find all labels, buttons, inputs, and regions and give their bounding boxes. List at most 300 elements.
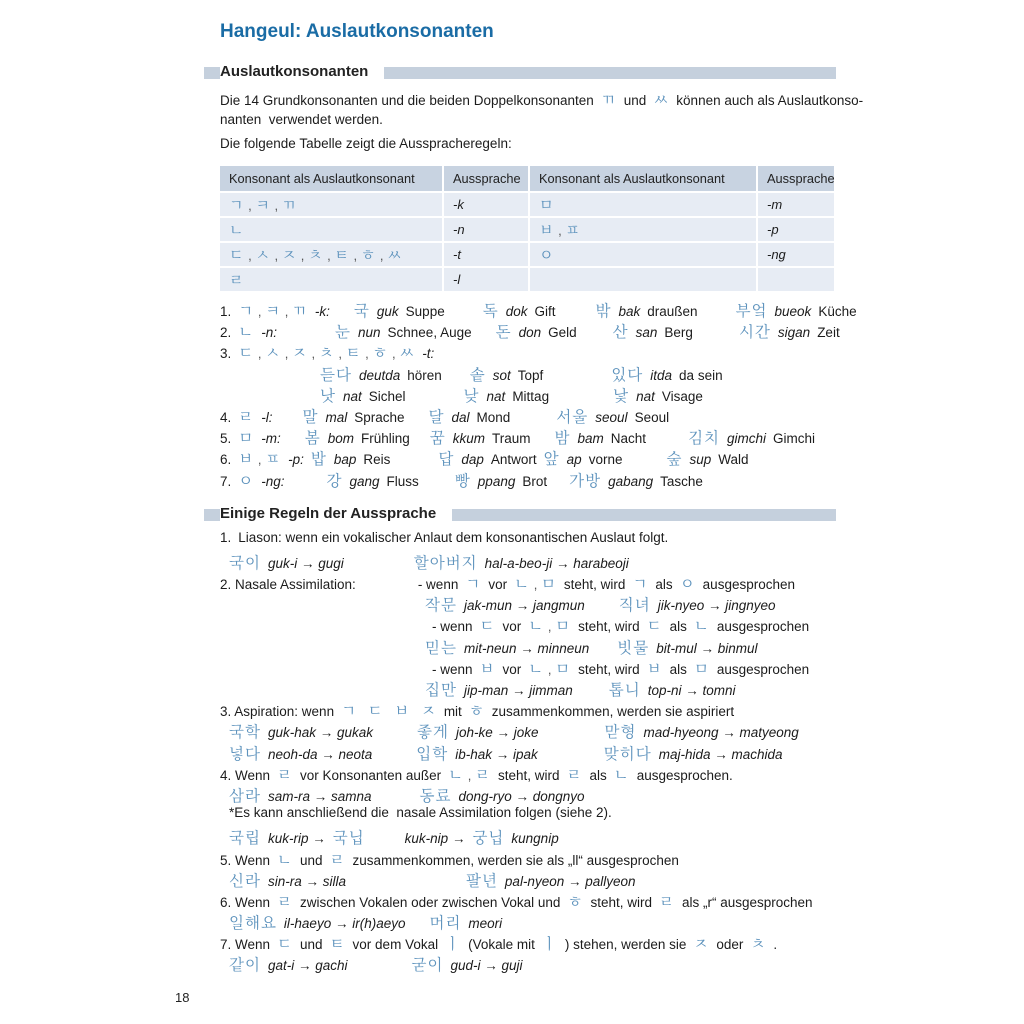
spacer — [220, 630, 425, 631]
korean-text: 국학 — [229, 724, 261, 742]
korean-text: 가방 — [569, 472, 602, 490]
romanization: maj-hida → machida — [658, 746, 783, 762]
korean-text: ㄹ — [277, 893, 294, 911]
spacer — [220, 969, 222, 970]
text: *Es kann anschließend die nasale Assimilation folgen (siehe 2). — [229, 805, 612, 821]
korean-text: 입학 — [416, 745, 449, 763]
korean-text: 삼라 — [229, 787, 261, 805]
text: Traum — [492, 431, 531, 447]
text: 1. — [220, 304, 232, 319]
romanization: gabang — [608, 473, 654, 489]
text: als — [589, 767, 607, 783]
text: und — [300, 937, 323, 953]
consonant-cell — [220, 193, 442, 216]
korean-text: ㅇ — [539, 247, 555, 264]
romanization: nat — [636, 388, 655, 404]
romanization: san — [635, 325, 658, 341]
korean-text: 달 — [428, 408, 445, 426]
text-line — [220, 469, 836, 490]
korean-text: 동료 — [419, 787, 452, 805]
text: 6. Wenn — [220, 894, 271, 910]
examples-list — [220, 299, 857, 490]
korean-text: ㅂ — [646, 660, 663, 678]
spacer — [397, 463, 431, 464]
text: - wenn — [417, 577, 459, 593]
text-line — [220, 742, 836, 763]
text: vor — [502, 661, 522, 677]
korean-text: 돈 — [495, 324, 512, 342]
korean-text: 김치 — [688, 430, 721, 448]
korean-text: 같이 — [229, 957, 261, 975]
korean-text: 있다 — [611, 366, 644, 384]
spacer — [546, 736, 598, 737]
text-line — [220, 953, 836, 974]
text: steht, wird — [578, 661, 640, 677]
korean-text: ㄲ — [600, 92, 617, 109]
spacer — [700, 336, 732, 337]
text: ausgesprochen — [716, 661, 810, 677]
korean-text: ㅌ — [329, 936, 346, 954]
pronunciation-cell: -p — [758, 218, 834, 241]
text-line — [220, 699, 836, 720]
romanization: il-haeyo → ir(h)aeyo — [283, 916, 406, 932]
korean-text: ㄴ — [238, 324, 255, 342]
text-line — [220, 784, 836, 805]
section-header-auslautkonsonanten — [220, 62, 836, 82]
spacer — [220, 885, 222, 886]
text: Reis — [363, 452, 391, 468]
text-line — [220, 614, 836, 635]
consonant-cell — [220, 243, 442, 266]
spacer — [580, 694, 602, 695]
spacer — [556, 400, 606, 401]
table-header-cell: Aussprache — [444, 166, 528, 191]
spacer — [220, 694, 418, 695]
text: 3. — [220, 346, 232, 362]
text: 7. Wenn — [220, 937, 271, 953]
consonant-cell — [220, 268, 442, 291]
text: Sprache — [354, 409, 405, 425]
text: 4. Wenn — [220, 767, 271, 783]
spacer — [220, 379, 313, 380]
romanization: mit-neun → minneun — [463, 640, 590, 656]
korean-text: ㄴ — [229, 222, 245, 239]
korean-text: ㅣ — [541, 936, 558, 954]
text-line — [220, 932, 836, 953]
korean-text: 굳이 — [411, 957, 444, 975]
text: Tasche — [660, 473, 703, 489]
korean-text: ㅇ — [238, 472, 255, 490]
pronunciation-cell: -ng — [758, 243, 834, 266]
spacer — [220, 652, 418, 653]
spacer — [372, 842, 398, 843]
korean-text: ㅇ — [679, 576, 696, 594]
korean-text: ㅈ — [693, 936, 710, 954]
text: Zeit — [817, 325, 840, 341]
text: oder — [716, 937, 744, 953]
korean-text: ㄱ — [632, 576, 649, 594]
romanization: guk — [376, 304, 399, 319]
korean-text: 머리 — [429, 915, 462, 933]
romanization: mal — [325, 409, 348, 425]
korean-text: ㄹ — [229, 272, 245, 289]
korean-text: ㅎ — [567, 893, 584, 911]
text: nanten verwendet werden. — [220, 112, 383, 127]
text: steht, wird — [497, 767, 560, 783]
romanization: dong-ryo → dongnyo — [458, 788, 585, 804]
spacer — [353, 885, 459, 886]
text-line — [220, 384, 836, 405]
text: steht, wird — [578, 619, 640, 635]
section-heading: Auslautkonsonanten — [220, 62, 384, 82]
romanization: gud-i → guji — [450, 958, 523, 974]
text: . — [773, 937, 778, 953]
text: Suppe — [405, 304, 445, 319]
text: 6. — [220, 452, 232, 468]
text: ausgesprochen — [702, 577, 795, 593]
spacer — [220, 400, 313, 401]
korean-text: 국이 — [229, 554, 261, 572]
text: draußen — [647, 304, 698, 319]
table-header-cell: Konsonant als Auslautkonsonant — [530, 166, 756, 191]
spacer — [413, 400, 457, 401]
text: vorne — [588, 452, 623, 468]
spacer — [379, 758, 409, 759]
spacer — [538, 442, 548, 443]
text: und — [300, 852, 323, 868]
korean-text: 할아버지 — [413, 554, 478, 572]
korean-text: 꿈 — [429, 430, 446, 448]
korean-text: 밤 — [554, 430, 571, 448]
spacer — [380, 736, 410, 737]
romanization: nat — [342, 388, 362, 404]
korean-text: 직녀 — [618, 597, 651, 615]
korean-text: ㄹ — [566, 766, 583, 784]
korean-text: 밖 — [595, 303, 612, 320]
text: vor Konsonanten außer — [300, 767, 442, 783]
korean-text: ㅂ , ㅍ — [539, 222, 581, 239]
text: Brot — [522, 473, 548, 489]
romanization: sot — [492, 367, 511, 383]
korean-text: 봄 — [304, 430, 321, 448]
text-line — [220, 805, 836, 826]
romanization: dok — [505, 304, 528, 319]
korean-text: ㄹ — [238, 408, 255, 426]
text: Küche — [818, 304, 857, 319]
korean-text: 국 — [353, 303, 370, 320]
romanization: -m: — [261, 431, 281, 447]
romanization: top-ni → tomni — [647, 683, 736, 698]
text-line — [220, 890, 836, 911]
text: Schnee, Auge — [387, 325, 472, 341]
korean-text: 서울 — [556, 408, 589, 426]
romanization: dap — [461, 452, 484, 468]
romanization: nat — [486, 388, 506, 404]
romanization: bak — [618, 304, 641, 319]
text: Antwort — [490, 452, 537, 468]
page-content — [220, 0, 864, 975]
korean-text: 믿는 — [425, 639, 457, 657]
korean-text: ㄴ — [277, 851, 294, 869]
romanization: bom — [327, 431, 354, 447]
korean-text: 시간 — [738, 324, 771, 342]
spacer — [220, 758, 222, 759]
text: ) stehen, werden sie — [564, 937, 687, 953]
text: 2. — [220, 325, 232, 341]
korean-text: ㅁ — [238, 430, 255, 448]
table-header-cell: Aussprache — [758, 166, 834, 191]
spacer — [417, 442, 423, 443]
consonant-cell — [530, 218, 756, 241]
text: und — [623, 93, 647, 108]
spacer — [452, 315, 476, 316]
korean-text: ㄱ , ㅋ , ㄲ — [238, 303, 308, 320]
korean-text: ㄴ — [613, 766, 630, 784]
korean-text: 궁닙 — [472, 830, 505, 848]
romanization: -k: — [314, 304, 330, 319]
spacer — [563, 315, 589, 316]
romanization: -p: — [288, 452, 304, 468]
korean-text: 강 — [326, 472, 343, 490]
korean-text: ㄴ , ㅁ — [528, 660, 572, 678]
text: Mittag — [512, 388, 550, 404]
spacer — [412, 927, 422, 928]
korean-text: ㄹ — [658, 893, 675, 911]
spacer — [545, 758, 597, 759]
text-line — [220, 447, 836, 468]
spacer — [292, 485, 320, 486]
romanization: -l: — [261, 409, 273, 425]
romanization: -ng: — [261, 473, 285, 489]
korean-text: 맏형 — [604, 724, 637, 742]
korean-text: ㄱ — [465, 576, 482, 594]
romanization: pal-nyeon → pallyeon — [504, 873, 636, 889]
page-title: Hangeul: Auslautkonsonanten — [220, 21, 494, 42]
korean-text: 국닙 — [332, 830, 365, 848]
text-line — [220, 320, 840, 342]
korean-text: ㄴ , ㄹ — [448, 766, 491, 784]
romanization: gat-i → gachi — [267, 958, 348, 974]
spacer — [705, 315, 729, 316]
text: Seoul — [634, 409, 670, 425]
pronunciation-cell: -n — [444, 218, 528, 241]
text: 3. Aspiration: wenn — [220, 704, 335, 720]
spacer — [220, 927, 222, 928]
pronunciation-cell: -k — [444, 193, 528, 216]
page-number: 18 — [175, 990, 190, 1005]
text: vor dem Vokal — [352, 937, 439, 953]
text: können auch als Auslautkonso- — [676, 93, 864, 108]
table-header-cell: Konsonant als Auslautkonsonant — [220, 166, 442, 191]
consonant-cell — [530, 243, 756, 266]
romanization: dal — [451, 409, 470, 425]
text: Die 14 Grundkonsonanten und die beiden Doppelkonsonanten — [220, 93, 594, 108]
romanization: joh-ke → joke — [455, 725, 539, 741]
korean-text: 부엌 — [735, 303, 768, 320]
pronunciation-cell: -m — [758, 193, 834, 216]
korean-text: ㄷ — [479, 618, 496, 636]
spacer — [584, 336, 606, 337]
korean-text: ㄴ , ㅁ — [528, 618, 572, 636]
romanization: neoh-da → neota — [267, 746, 373, 762]
spacer — [220, 567, 222, 568]
spacer — [554, 485, 562, 486]
korean-text: ㄴ , ㅁ — [514, 576, 557, 594]
text: steht, wird — [563, 577, 626, 593]
text: steht, wird — [590, 894, 652, 910]
korean-text: ㅣ — [445, 936, 462, 954]
text: zwischen Vokalen oder zwischen Vokal und — [300, 894, 561, 910]
consonant-cell — [530, 268, 756, 291]
korean-text: ㄷ — [646, 618, 663, 636]
text: Topf — [517, 367, 544, 383]
romanization: deutda — [358, 367, 401, 383]
korean-text: ㄹ — [277, 766, 294, 784]
romanization: bam — [577, 431, 604, 447]
romanization: jik-nyeo → jingnyeo — [657, 598, 776, 614]
korean-text: 국립 — [229, 830, 261, 848]
text-line — [220, 530, 836, 551]
pronunciation-table — [220, 166, 836, 291]
korean-text: ㅂ — [479, 660, 496, 678]
text-line — [220, 636, 836, 657]
korean-text: 맞히다 — [603, 745, 652, 763]
spacer — [596, 652, 610, 653]
romanization: kuk-rip → — [267, 831, 326, 847]
romanization: don — [518, 325, 542, 341]
korean-text: 듣다 — [320, 366, 352, 384]
text-line — [220, 112, 836, 136]
korean-text: 빵 — [454, 472, 471, 490]
korean-text: 앞 — [543, 451, 560, 469]
text: Visage — [661, 388, 703, 404]
korean-text: 낫 — [320, 387, 336, 405]
text-line — [220, 657, 836, 678]
text: 7. — [220, 473, 232, 489]
romanization: kuk-nip → — [404, 831, 466, 847]
text: vor — [488, 577, 508, 593]
spacer — [220, 609, 418, 610]
korean-text: 밥 — [310, 451, 327, 469]
romanization: jak-mun → jangmun — [463, 598, 585, 614]
spacer — [592, 609, 612, 610]
text-line — [220, 763, 836, 784]
spacer — [653, 442, 681, 443]
romanization: bit-mul → binmul — [656, 640, 758, 656]
korean-text: ㄷ — [277, 936, 294, 954]
text: Gimchi — [773, 431, 816, 447]
section-header-regeln — [220, 504, 836, 524]
text-line — [220, 88, 864, 112]
korean-text: ㄷ , ㅅ , ㅈ , ㅊ , ㅌ , ㅎ , ㅆ — [229, 247, 403, 264]
rules-list — [220, 530, 836, 975]
text: Mond — [476, 409, 511, 425]
romanization: guk-hak → gukak — [267, 725, 374, 741]
consonant-cell — [530, 193, 756, 216]
spacer — [280, 421, 296, 422]
romanization: mad-hyeong → matyeong — [643, 725, 799, 741]
spacer — [412, 421, 422, 422]
korean-text: 집만 — [425, 682, 457, 699]
korean-text: 팔년 — [465, 872, 498, 890]
text: als „r“ ausgesprochen — [681, 894, 813, 910]
text: Sichel — [368, 388, 406, 404]
text: mit — [443, 704, 462, 720]
text: - wenn — [432, 619, 473, 635]
text: (Vokale mit — [468, 937, 535, 953]
romanization: ap — [566, 452, 582, 468]
spacer — [220, 736, 222, 737]
spacer — [449, 379, 463, 380]
romanization: -t: — [422, 346, 435, 362]
text: als — [655, 577, 673, 593]
romanization: gimchi — [727, 431, 767, 447]
intro-paragraph — [220, 88, 864, 160]
text-line — [220, 405, 836, 426]
korean-text: 독 — [482, 303, 499, 320]
korean-text: 낮 — [463, 387, 480, 405]
text-line — [220, 572, 836, 593]
text: Liason: wenn ein vokalischer Anlaut dem konsonantischen Auslaut folgt. — [238, 529, 669, 545]
korean-text: ㄷ , ㅅ , ㅈ , ㅊ , ㅌ , ㅎ , ㅆ — [238, 345, 416, 363]
romanization: meori — [468, 916, 503, 932]
spacer — [220, 800, 222, 801]
korean-text: 낯 — [613, 387, 630, 405]
romanization: kungnip — [511, 831, 559, 847]
text: als — [669, 619, 687, 635]
text-line — [220, 363, 836, 384]
korean-text: ㅊ — [750, 936, 767, 954]
spacer — [337, 315, 347, 316]
korean-text: 작문 — [425, 597, 457, 615]
text: Berg — [664, 325, 693, 341]
text: Fluss — [386, 473, 419, 489]
text-line — [220, 341, 836, 362]
romanization: -n: — [261, 325, 278, 341]
korean-text: ㅂ , ㅍ — [238, 451, 282, 469]
korean-text: ㄹ — [329, 851, 346, 869]
text: 2. Nasale Assimilation: — [220, 577, 356, 593]
text: da sein — [679, 367, 723, 383]
korean-text: ㄴ — [693, 618, 710, 636]
spacer — [220, 673, 425, 674]
text: 1. — [220, 529, 232, 545]
text-line — [220, 678, 836, 699]
romanization: bap — [333, 452, 357, 468]
pronunciation-cell: -t — [444, 243, 528, 266]
korean-text: 산 — [612, 324, 629, 342]
section-heading: Einige Regeln der Aussprache — [220, 504, 452, 524]
text: als — [669, 661, 687, 677]
romanization: nun — [358, 325, 381, 341]
spacer — [288, 442, 298, 443]
korean-text: 답 — [438, 451, 455, 469]
text-line — [220, 593, 836, 614]
text: ausgesprochen. — [636, 767, 733, 783]
romanization: jip-man → jimman — [463, 683, 573, 698]
romanization: seoul — [595, 409, 628, 425]
text-line — [220, 299, 857, 320]
text: 5. Wenn — [220, 852, 271, 868]
text: Die folgende Tabelle zeigt die Ausspracheregeln: — [220, 136, 512, 151]
korean-text: 솥 — [469, 366, 486, 384]
text: Geld — [548, 325, 577, 341]
text: Nacht — [610, 431, 647, 447]
korean-text: 넣다 — [229, 745, 261, 763]
text: 4. — [220, 409, 232, 425]
korean-text: 빗물 — [617, 639, 650, 657]
text-line — [220, 426, 836, 447]
